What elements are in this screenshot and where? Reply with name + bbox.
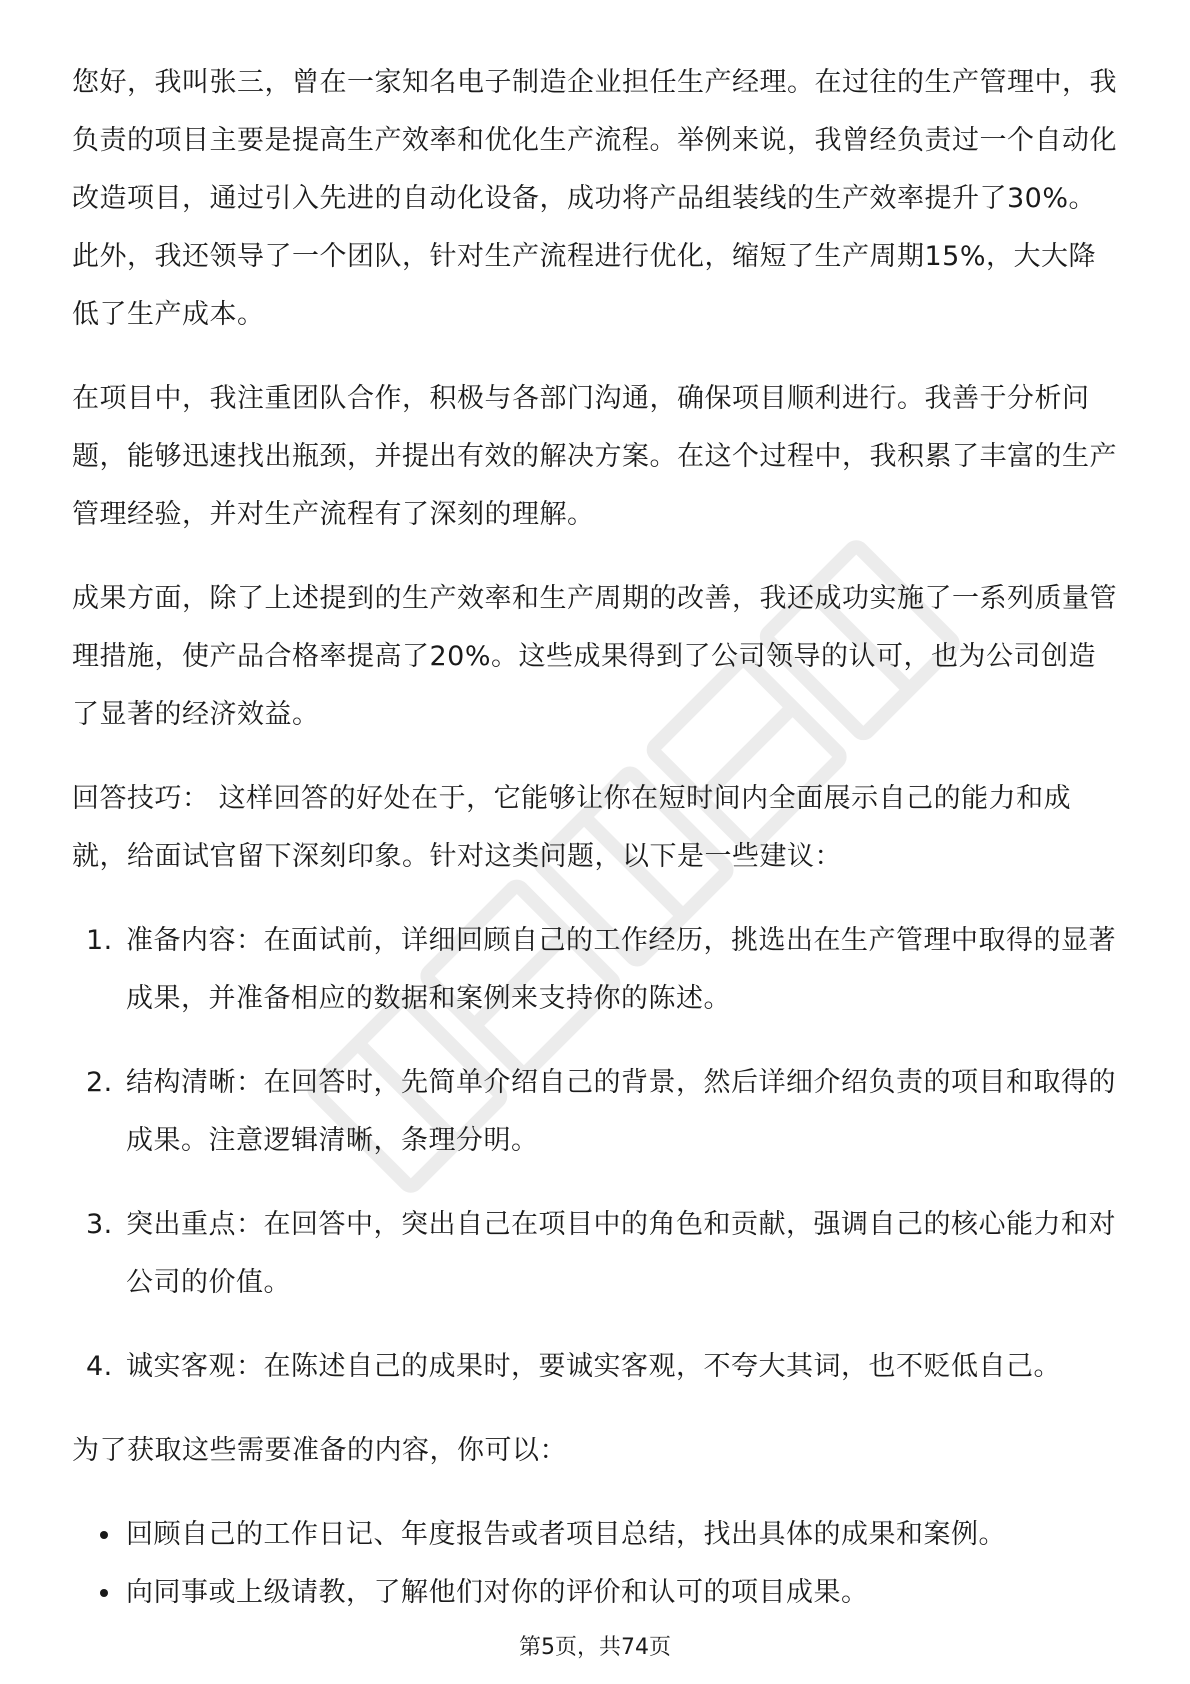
list-item — [72, 912, 1118, 1028]
list-item — [72, 1506, 1118, 1564]
list-item — [72, 1054, 1118, 1170]
list-item-text: 回顾自己的工作日记、年度报告或者项目总结，找出具体的成果和案例。 — [126, 1519, 1006, 1550]
list-item-text: 结构清晰：在回答时，先简单介绍自己的背景，然后详细介绍负责的项目和取得的成果。注意逻辑清晰，条理分明。 — [126, 1067, 1116, 1156]
list-item-text: 突出重点：在回答中，突出自己在项目中的角色和贡献，强调自己的核心能力和对公司的价值。 — [126, 1209, 1116, 1298]
bullet-icon — [100, 1589, 108, 1597]
list-item-text: 向同事或上级请教，了解他们对你的评价和认可的项目成果。 — [126, 1577, 869, 1608]
document-body — [72, 54, 1118, 1622]
list-item-number: 3. — [86, 1209, 113, 1240]
page-footer: 第5页，共74页 — [519, 1635, 671, 1660]
paragraph-intro: 您好，我叫张三，曾在一家知名电子制造企业担任生产经理。在过往的生产管理中，我负责的项目主要是提高生产效率和优化生产流程。举例来说，我曾经负责过一个自动化改造项目，通过引入先进的自动化设备，成功将产品组装线的生产效率提升了30%。此外，我还领导了一个团队，针对生产流程进行优化，缩短了生产周期15%，大大降低了生产成本。 — [72, 67, 1117, 330]
paragraph-teamwork: 在项目中，我注重团队合作，积极与各部门沟通，确保项目顺利进行。我善于分析问题，能够迅速找出瓶颈，并提出有效的解决方案。在这个过程中，我积累了丰富的生产管理经验，并对生产流程有了深刻的理解。 — [72, 383, 1117, 530]
paragraph-answer-tips: 回答技巧： 这样回答的好处在于，它能够让你在短时间内全面展示自己的能力和成就，给面试官留下深刻印象。针对这类问题，以下是一些建议： — [72, 783, 1072, 872]
list-item-number: 1. — [86, 925, 113, 956]
list-item-number: 2. — [86, 1067, 113, 1098]
list-item-text: 诚实客观：在陈述自己的成果时，要诚实客观，不夸大其词，也不贬低自己。 — [126, 1351, 1061, 1382]
list-item — [72, 1564, 1118, 1622]
list-item-text: 准备内容：在面试前，详细回顾自己的工作经历，挑选出在生产管理中取得的显著成果，并准备相应的数据和案例来支持你的陈述。 — [126, 925, 1116, 1014]
paragraph-results: 成果方面，除了上述提到的生产效率和生产周期的改善，我还成功实施了一系列质量管理措施，使产品合格率提高了20%。这些成果得到了公司领导的认可，也为公司创造了显著的经济效益。 — [72, 583, 1117, 730]
list-item-number: 4. — [86, 1351, 113, 1382]
list-item — [72, 1196, 1118, 1312]
list-item — [72, 1338, 1118, 1396]
tips-ordered-list — [72, 912, 1118, 1396]
suggestions-bullet-list — [72, 1506, 1118, 1622]
bullet-icon — [100, 1531, 108, 1539]
paragraph-closing: 为了获取这些需要准备的内容，你可以： — [72, 1435, 567, 1466]
